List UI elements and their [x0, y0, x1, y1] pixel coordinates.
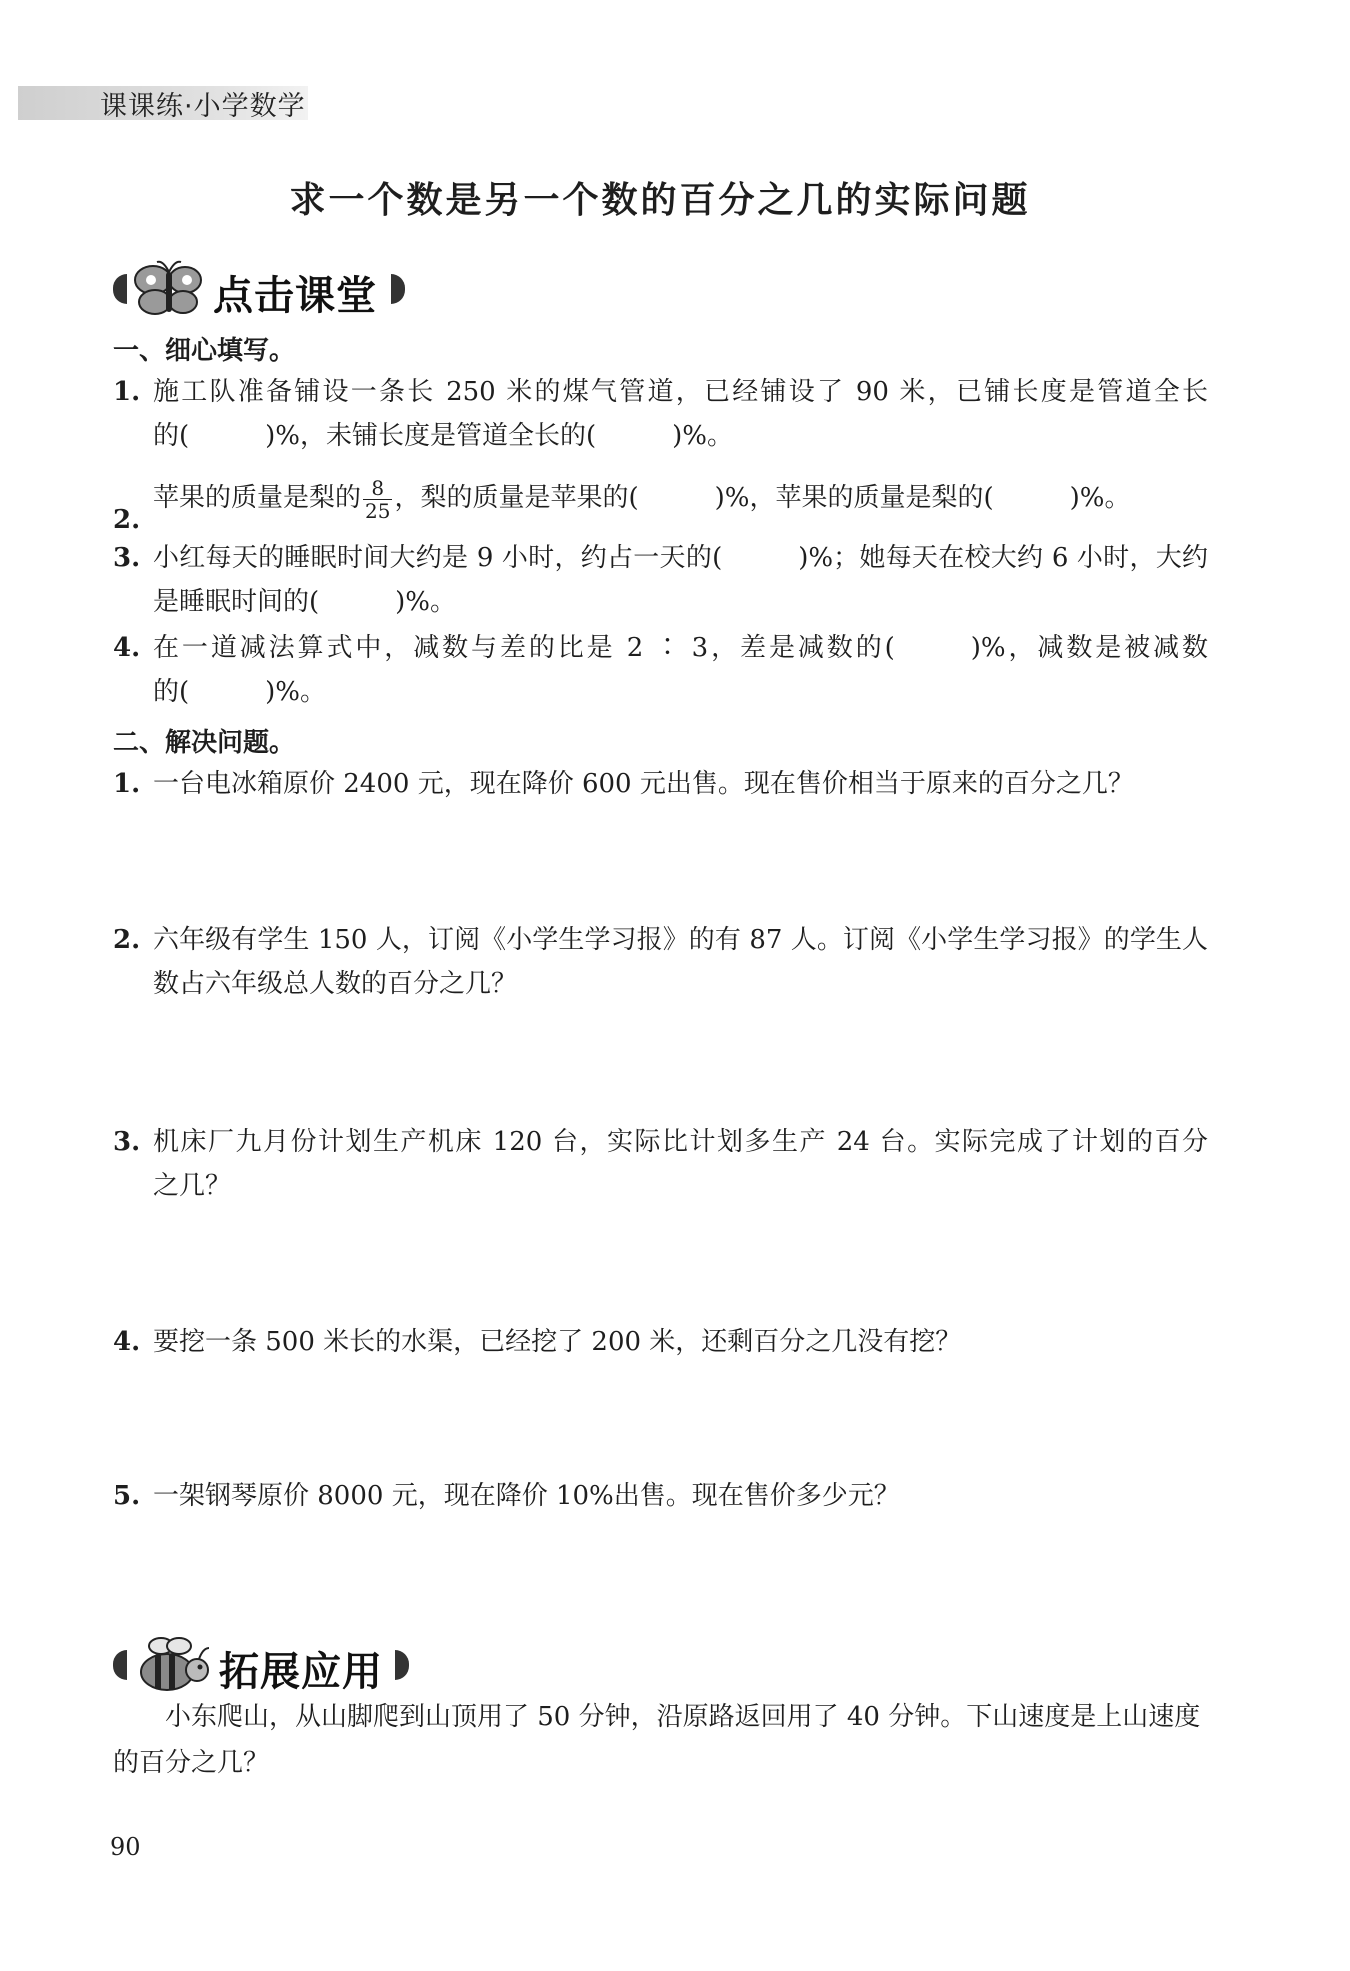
question-text: 施工队准备铺设一条长 250 米的煤气管道，已经铺设了 90 米，已铺长度是管道全长	[153, 377, 1208, 407]
page-number: 90	[110, 1833, 141, 1861]
part2-heading: 二、解决问题。	[113, 728, 296, 758]
part1-heading: 一、细心填写。	[113, 336, 296, 366]
question-text: 一架钢琴原价 8000 元，现在降价 10%出售。现在售价多少元？	[153, 1481, 900, 1511]
question-text: 在一道减法算式中，减数与差的比是 2 ∶ 3，差是减数的( )%，减数是被减数	[153, 633, 1208, 663]
heading-cap-left	[113, 274, 127, 304]
question-number: 1.	[113, 769, 141, 799]
question-number: 3.	[113, 1127, 141, 1157]
question-text-line2: 的( )%，未铺长度是管道全长的( )%。	[153, 421, 734, 451]
question-number: 2.	[113, 505, 141, 535]
question-number: 2.	[113, 925, 141, 955]
section-heading-classroom	[113, 258, 413, 318]
question-text: 小红每天的睡眠时间大约是 9 小时，约占一天的( )%；她每天在校大约 6 小时，大约	[153, 543, 1209, 573]
fill-question-3	[113, 536, 1208, 624]
section-label-extension: 拓展应用	[219, 1649, 383, 1695]
book-header: 课课练·小学数学	[100, 91, 306, 122]
butterfly-icon	[131, 258, 207, 320]
solve-question-4	[113, 1320, 1208, 1364]
question-number: 4.	[113, 1327, 141, 1357]
question-text-line2: 之几？	[153, 1171, 232, 1201]
section-heading-extension	[113, 1634, 413, 1694]
question-number: 3.	[113, 543, 141, 573]
section-label-classroom: 点击课堂	[213, 273, 377, 319]
fill-question-1	[113, 370, 1208, 458]
question-text: 要挖一条 500 米长的水渠，已经挖了 200 米，还剩百分之几没有挖？	[153, 1327, 962, 1357]
question-number: 1.	[113, 377, 141, 407]
solve-question-5	[113, 1474, 1208, 1518]
question-number: 4.	[113, 633, 141, 663]
extension-problem: 小东爬山，从山脚爬到山顶用了 50 分钟，沿原路返回用了 40 分钟。下山速度是上山速度的百分之几？	[113, 1702, 1201, 1778]
question-text-line2: 的( )%。	[153, 677, 327, 707]
fraction: $\frac{8}{25}$	[365, 475, 391, 523]
question-text-line2: 是睡眠时间的( )%。	[153, 587, 457, 617]
question-text: 一台电冰箱原价 2400 元，现在降价 600 元出售。现在售价相当于原来的百分之几？	[153, 769, 1134, 799]
question-text: 机床厂九月份计划生产机床 120 台，实际比计划多生产 24 台。实际完成了计划的百分	[153, 1127, 1208, 1157]
page-title: 求一个数是另一个数的百分之几的实际问题	[289, 180, 1031, 221]
bee-icon	[131, 1634, 211, 1696]
fill-question-4	[113, 626, 1208, 714]
question-text: 六年级有学生 150 人，订阅《小学生学习报》的有 87 人。订阅《小学生学习报》的学生人	[153, 925, 1208, 955]
solve-question-2	[113, 918, 1208, 1006]
question-text-line2: 数占六年级总人数的百分之几？	[153, 969, 518, 999]
fill-question-2: 2. 苹果的质量是梨的 $\frac{8}{25}$ ，梨的质量是苹果的( )%，苹果的质量是梨的( )%。	[113, 476, 1208, 522]
heading-cap-right	[391, 274, 405, 304]
solve-question-1	[113, 762, 1208, 806]
solve-question-3	[113, 1120, 1208, 1208]
heading-cap-left	[113, 1650, 127, 1680]
question-number: 5.	[113, 1481, 141, 1511]
heading-cap-right	[395, 1650, 409, 1680]
